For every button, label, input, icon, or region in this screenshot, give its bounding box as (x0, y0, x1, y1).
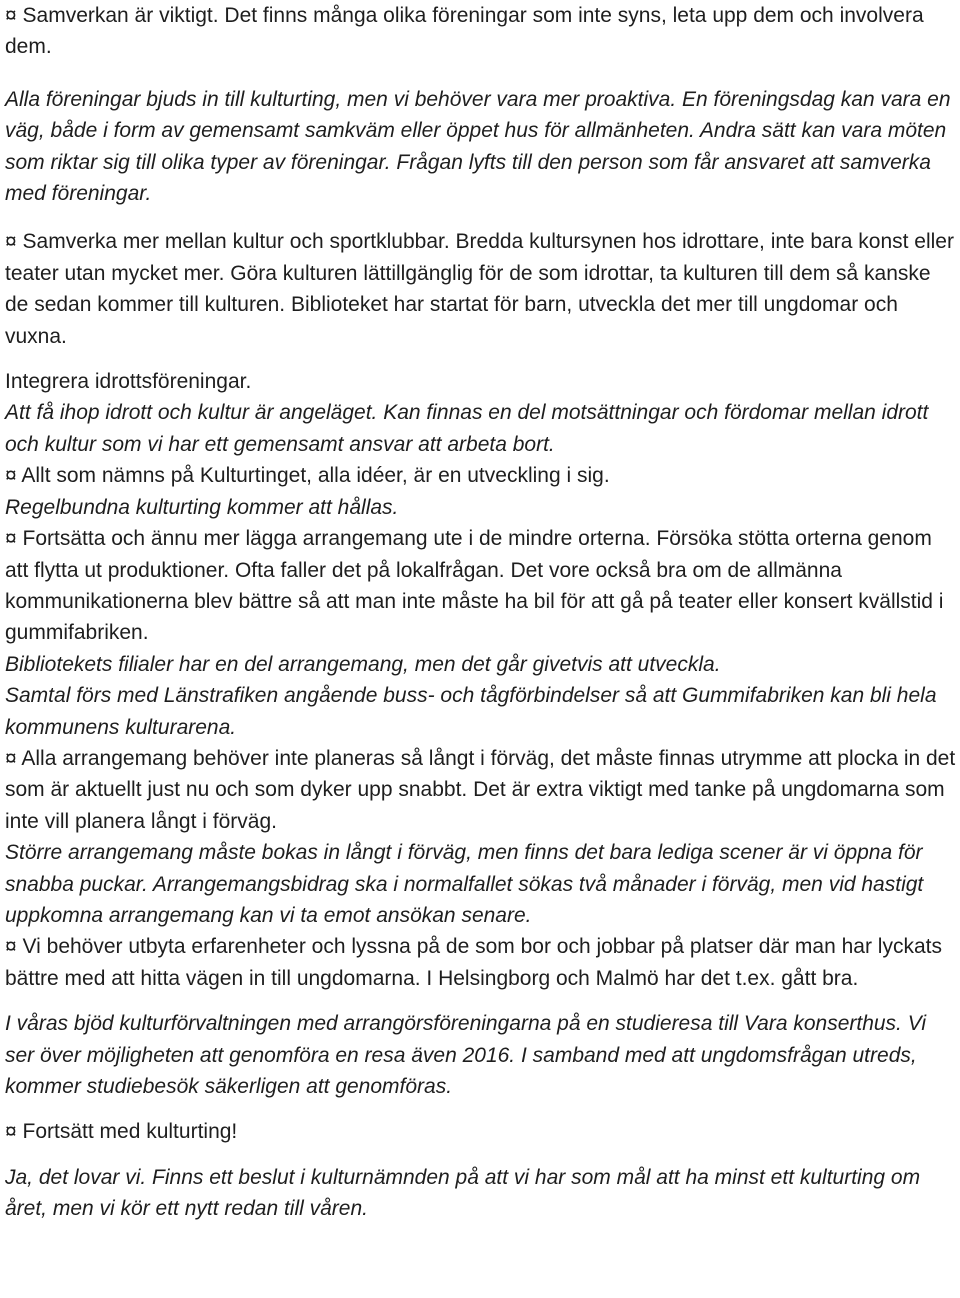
response-regelbundna: Regelbundna kulturting kommer att hållas. (5, 495, 399, 519)
response-foreningar: Alla föreningar bjuds in till kulturting, men vi behöver vara mer proaktiva. En föreningsdag kan vara en väg, både i form av gemensamt samkväm eller öppet hus för allmänheten. Andra sätt kan vara möten som riktar sig till olika typer av föreningar. Frågan lyfts till den person som får ansvaret att samverka med föreningar. (5, 87, 951, 206)
paragraph-kulturtinget: ¤ Allt som nämns på Kulturtinget, alla idéer, är en utveckling i sig. (5, 464, 610, 488)
paragraph-sportklubbar: ¤ Samverka mer mellan kultur och sportklubbar. Bredda kultursynen hos idrottare, inte bara konst eller teater utan mycket mer. Göra kulturen lättillgänglig för de som idrottar, ta kulturen till dem så kanske de sedan kommer till kulturen. Biblioteket har startat för barn, utveckla det mer till ungdomar och vuxna. (5, 230, 954, 348)
response-idrott-kultur: Att få ihop idrott och kultur är angeläget. Kan finnas en del motsättningar och fördomar mellan idrott och kultur som vi har ett gemensamt ansvar att arbeta bort. (5, 401, 929, 456)
paragraph-kulturting: ¤ Fortsätt med kulturting! (5, 1120, 238, 1144)
document-body (5, 0, 957, 1225)
paragraph-erfarenheter: ¤ Vi behöver utbyta erfarenheter och lyssna på de som bor och jobbar på platser där man har lyckats bättre med att hitta vägen in till ungdomarna. I Helsingborg och Malmö har det t.ex. gått bra. (5, 935, 942, 990)
paragraph-integrera: Integrera idrottsföreningar. (5, 370, 252, 394)
paragraph-orterna: ¤ Fortsätta och ännu mer lägga arrangemang ute i de mindre orterna. Försöka stötta orterna genom att flytta ut produktioner. Ofta faller det på lokalfrågan. Det vore också bra om de allmänna kommunikationerna blev bättre så att man inte måste ha bil för att gå på teater eller konsert kvällstid i gummifabriken. (5, 527, 944, 645)
paragraph-arrangemang: ¤ Alla arrangemang behöver inte planeras så långt i förväg, det måste finnas utrymme att plocka in det som är aktuellt just nu och som dyker upp snabbt. Det är extra viktigt med tanke på ungdomarna som inte vill planera långt i förväg. (5, 746, 956, 833)
paragraph-samverkan: ¤ Samverkan är viktigt. Det finns många olika föreningar som inte syns, leta upp dem och involvera dem. (5, 4, 924, 59)
response-kulturting: Ja, det lovar vi. Finns ett beslut i kulturnämnden på att vi har som mål att ha minst ett kulturting om året, men vi kör ett nytt redan till våren. (5, 1165, 921, 1221)
response-studieresa: I våras bjöd kulturförvaltningen med arrangörsföreningarna på en studieresa till Vara konserthus. Vi ser över möjligheten att genomföra en resa även 2016. I samband med att ungdomsfrågan utreds, kommer studiebesök säkerligen att genomföras. (5, 1012, 927, 1098)
response-filialer: Bibliotekets filialer har en del arrangemang, men det går givetvis att utveckla. (5, 652, 721, 676)
response-arrangemang: Större arrangemang måste bokas in långt i förväg, men finns det bara lediga scener är vi öppna för snabba puckar. Arrangemangsbidrag ska i normalfallet sökas två månader i förväg, men vid hastigt uppkomna arrangemang kan vi ta emot ansökan senare. (5, 841, 924, 927)
response-lanstrafiken: Samtal förs med Länstrafiken angående buss- och tågförbindelser så att Gummifabriken kan bli hela kommunens kulturarena. (5, 684, 937, 739)
